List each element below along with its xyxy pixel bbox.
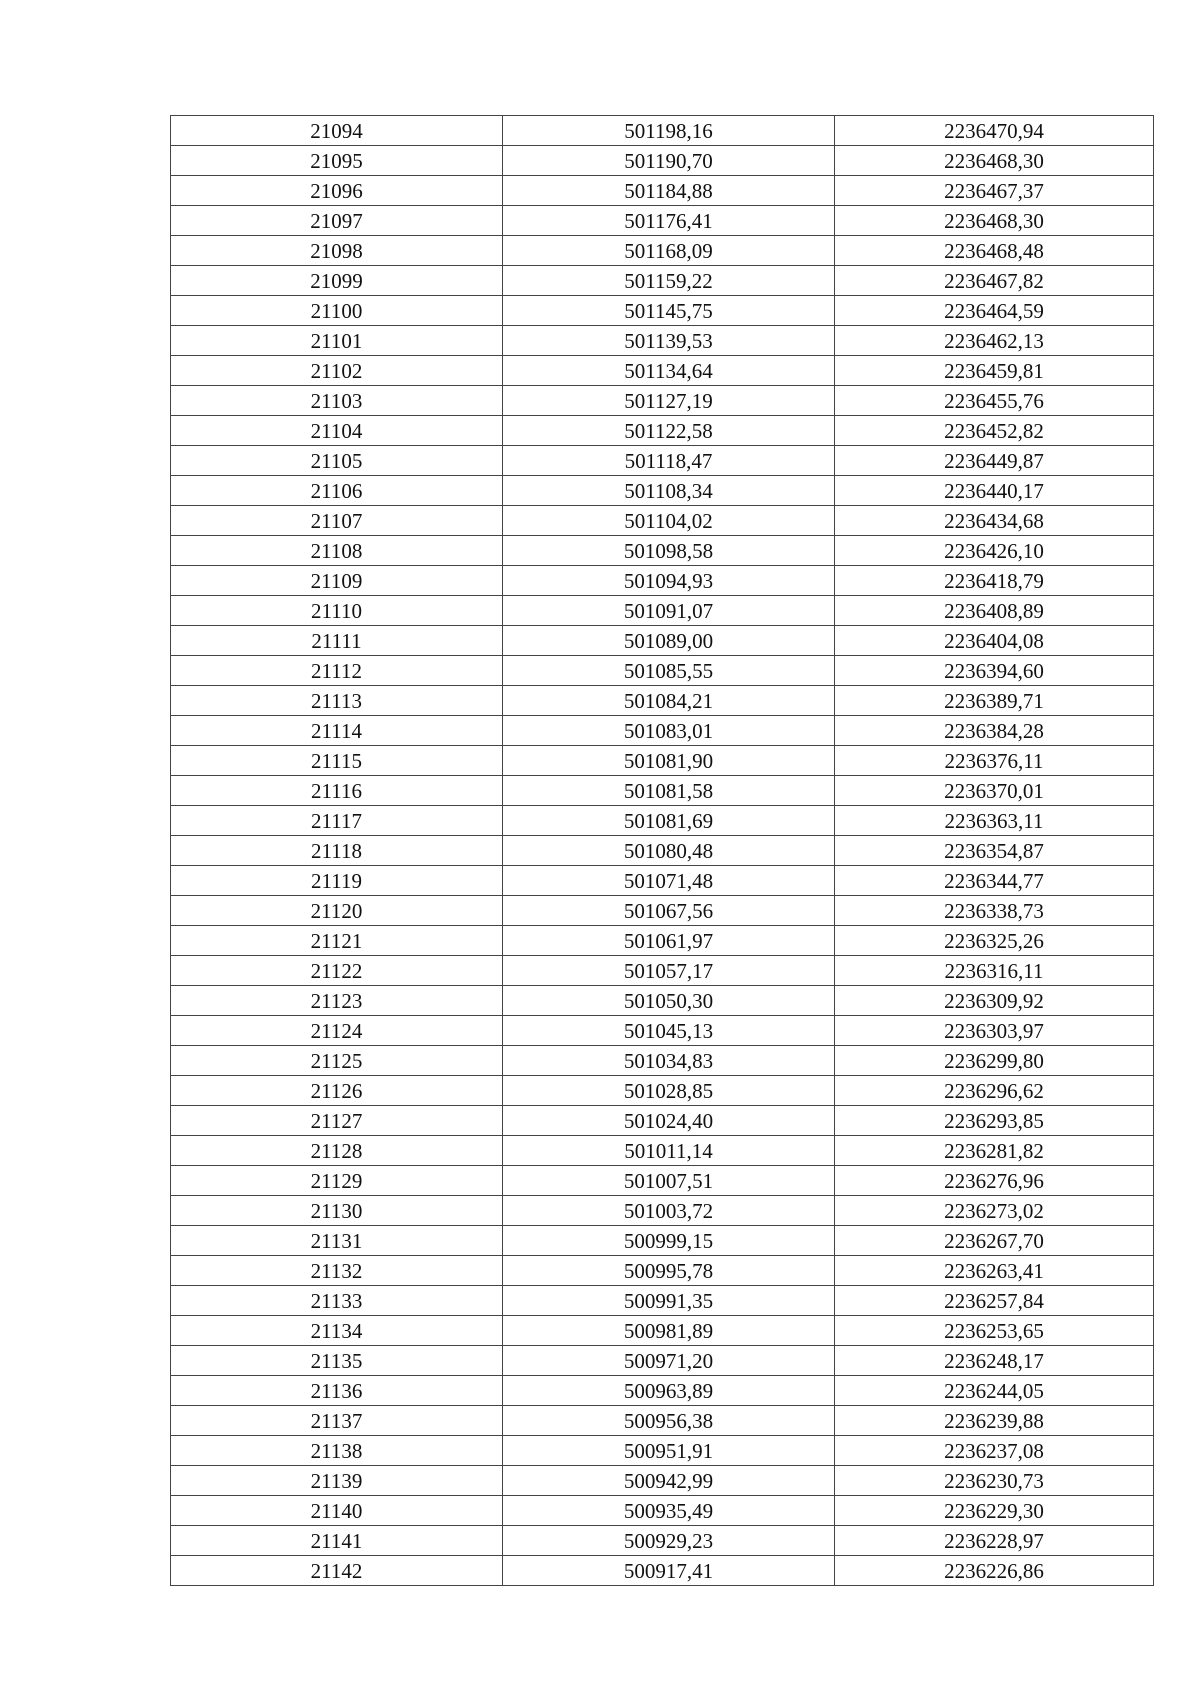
table-row bbox=[171, 1436, 1154, 1466]
y-coordinate-cell: 2236299,80 bbox=[835, 1046, 1154, 1076]
point-number-cell: 21122 bbox=[171, 956, 503, 986]
y-coordinate-cell: 2236384,28 bbox=[835, 716, 1154, 746]
y-coordinate-cell: 2236257,84 bbox=[835, 1286, 1154, 1316]
x-coordinate-cell: 501061,97 bbox=[503, 926, 835, 956]
x-coordinate-cell: 501071,48 bbox=[503, 866, 835, 896]
point-number-cell: 21114 bbox=[171, 716, 503, 746]
point-number-cell: 21125 bbox=[171, 1046, 503, 1076]
y-coordinate-cell: 2236228,97 bbox=[835, 1526, 1154, 1556]
coordinates-table bbox=[170, 115, 1154, 1586]
table-row bbox=[171, 986, 1154, 1016]
point-number-cell: 21098 bbox=[171, 236, 503, 266]
x-coordinate-cell: 501134,64 bbox=[503, 356, 835, 386]
x-coordinate-cell: 501081,69 bbox=[503, 806, 835, 836]
x-coordinate-cell: 500956,38 bbox=[503, 1406, 835, 1436]
y-coordinate-cell: 2236370,01 bbox=[835, 776, 1154, 806]
table-row bbox=[171, 416, 1154, 446]
point-number-cell: 21137 bbox=[171, 1406, 503, 1436]
table-row bbox=[171, 1286, 1154, 1316]
table-row bbox=[171, 1466, 1154, 1496]
table-row bbox=[171, 896, 1154, 926]
y-coordinate-cell: 2236338,73 bbox=[835, 896, 1154, 926]
table-row bbox=[171, 926, 1154, 956]
x-coordinate-cell: 501184,88 bbox=[503, 176, 835, 206]
y-coordinate-cell: 2236468,30 bbox=[835, 206, 1154, 236]
coordinates-table-body bbox=[171, 116, 1154, 1586]
y-coordinate-cell: 2236244,05 bbox=[835, 1376, 1154, 1406]
point-number-cell: 21132 bbox=[171, 1256, 503, 1286]
point-number-cell: 21097 bbox=[171, 206, 503, 236]
point-number-cell: 21142 bbox=[171, 1556, 503, 1586]
point-number-cell: 21113 bbox=[171, 686, 503, 716]
x-coordinate-cell: 501057,17 bbox=[503, 956, 835, 986]
table-row bbox=[171, 266, 1154, 296]
x-coordinate-cell: 500917,41 bbox=[503, 1556, 835, 1586]
x-coordinate-cell: 501007,51 bbox=[503, 1166, 835, 1196]
point-number-cell: 21126 bbox=[171, 1076, 503, 1106]
x-coordinate-cell: 501168,09 bbox=[503, 236, 835, 266]
point-number-cell: 21109 bbox=[171, 566, 503, 596]
x-coordinate-cell: 501050,30 bbox=[503, 986, 835, 1016]
table-row bbox=[171, 1556, 1154, 1586]
y-coordinate-cell: 2236309,92 bbox=[835, 986, 1154, 1016]
y-coordinate-cell: 2236468,48 bbox=[835, 236, 1154, 266]
point-number-cell: 21112 bbox=[171, 656, 503, 686]
table-row bbox=[171, 116, 1154, 146]
x-coordinate-cell: 500951,91 bbox=[503, 1436, 835, 1466]
x-coordinate-cell: 501045,13 bbox=[503, 1016, 835, 1046]
point-number-cell: 21117 bbox=[171, 806, 503, 836]
point-number-cell: 21108 bbox=[171, 536, 503, 566]
y-coordinate-cell: 2236281,82 bbox=[835, 1136, 1154, 1166]
y-coordinate-cell: 2236418,79 bbox=[835, 566, 1154, 596]
table-row bbox=[171, 686, 1154, 716]
x-coordinate-cell: 500999,15 bbox=[503, 1226, 835, 1256]
table-row bbox=[171, 716, 1154, 746]
table-row bbox=[171, 1526, 1154, 1556]
x-coordinate-cell: 501003,72 bbox=[503, 1196, 835, 1226]
table-row bbox=[171, 806, 1154, 836]
x-coordinate-cell: 501145,75 bbox=[503, 296, 835, 326]
y-coordinate-cell: 2236467,37 bbox=[835, 176, 1154, 206]
x-coordinate-cell: 501084,21 bbox=[503, 686, 835, 716]
x-coordinate-cell: 501083,01 bbox=[503, 716, 835, 746]
point-number-cell: 21105 bbox=[171, 446, 503, 476]
y-coordinate-cell: 2236303,97 bbox=[835, 1016, 1154, 1046]
point-number-cell: 21095 bbox=[171, 146, 503, 176]
y-coordinate-cell: 2236459,81 bbox=[835, 356, 1154, 386]
y-coordinate-cell: 2236363,11 bbox=[835, 806, 1154, 836]
point-number-cell: 21118 bbox=[171, 836, 503, 866]
y-coordinate-cell: 2236276,96 bbox=[835, 1166, 1154, 1196]
x-coordinate-cell: 501190,70 bbox=[503, 146, 835, 176]
table-row bbox=[171, 566, 1154, 596]
x-coordinate-cell: 501159,22 bbox=[503, 266, 835, 296]
point-number-cell: 21116 bbox=[171, 776, 503, 806]
table-row bbox=[171, 1136, 1154, 1166]
table-row bbox=[171, 1226, 1154, 1256]
point-number-cell: 21096 bbox=[171, 176, 503, 206]
x-coordinate-cell: 501094,93 bbox=[503, 566, 835, 596]
x-coordinate-cell: 501081,58 bbox=[503, 776, 835, 806]
point-number-cell: 21119 bbox=[171, 866, 503, 896]
x-coordinate-cell: 501104,02 bbox=[503, 506, 835, 536]
x-coordinate-cell: 501122,58 bbox=[503, 416, 835, 446]
table-row bbox=[171, 146, 1154, 176]
x-coordinate-cell: 500971,20 bbox=[503, 1346, 835, 1376]
point-number-cell: 21107 bbox=[171, 506, 503, 536]
y-coordinate-cell: 2236394,60 bbox=[835, 656, 1154, 686]
table-row bbox=[171, 656, 1154, 686]
point-number-cell: 21115 bbox=[171, 746, 503, 776]
x-coordinate-cell: 501176,41 bbox=[503, 206, 835, 236]
x-coordinate-cell: 501028,85 bbox=[503, 1076, 835, 1106]
point-number-cell: 21131 bbox=[171, 1226, 503, 1256]
point-number-cell: 21094 bbox=[171, 116, 503, 146]
table-row bbox=[171, 536, 1154, 566]
table-row bbox=[171, 596, 1154, 626]
table-row bbox=[171, 1316, 1154, 1346]
x-coordinate-cell: 501091,07 bbox=[503, 596, 835, 626]
table-row bbox=[171, 1106, 1154, 1136]
x-coordinate-cell: 501081,90 bbox=[503, 746, 835, 776]
point-number-cell: 21140 bbox=[171, 1496, 503, 1526]
y-coordinate-cell: 2236316,11 bbox=[835, 956, 1154, 986]
table-row bbox=[171, 1346, 1154, 1376]
x-coordinate-cell: 500935,49 bbox=[503, 1496, 835, 1526]
point-number-cell: 21110 bbox=[171, 596, 503, 626]
table-row bbox=[171, 866, 1154, 896]
table-row bbox=[171, 626, 1154, 656]
y-coordinate-cell: 2236267,70 bbox=[835, 1226, 1154, 1256]
y-coordinate-cell: 2236230,73 bbox=[835, 1466, 1154, 1496]
point-number-cell: 21128 bbox=[171, 1136, 503, 1166]
table-row bbox=[171, 1196, 1154, 1226]
x-coordinate-cell: 501089,00 bbox=[503, 626, 835, 656]
y-coordinate-cell: 2236455,76 bbox=[835, 386, 1154, 416]
point-number-cell: 21121 bbox=[171, 926, 503, 956]
x-coordinate-cell: 501127,19 bbox=[503, 386, 835, 416]
y-coordinate-cell: 2236464,59 bbox=[835, 296, 1154, 326]
x-coordinate-cell: 501034,83 bbox=[503, 1046, 835, 1076]
x-coordinate-cell: 500929,23 bbox=[503, 1526, 835, 1556]
y-coordinate-cell: 2236467,82 bbox=[835, 266, 1154, 296]
table-row bbox=[171, 776, 1154, 806]
table-row bbox=[171, 836, 1154, 866]
x-coordinate-cell: 501108,34 bbox=[503, 476, 835, 506]
point-number-cell: 21129 bbox=[171, 1166, 503, 1196]
point-number-cell: 21120 bbox=[171, 896, 503, 926]
x-coordinate-cell: 500995,78 bbox=[503, 1256, 835, 1286]
point-number-cell: 21106 bbox=[171, 476, 503, 506]
table-row bbox=[171, 326, 1154, 356]
x-coordinate-cell: 501085,55 bbox=[503, 656, 835, 686]
table-row bbox=[171, 1256, 1154, 1286]
point-number-cell: 21100 bbox=[171, 296, 503, 326]
point-number-cell: 21124 bbox=[171, 1016, 503, 1046]
y-coordinate-cell: 2236229,30 bbox=[835, 1496, 1154, 1526]
table-row bbox=[171, 506, 1154, 536]
point-number-cell: 21111 bbox=[171, 626, 503, 656]
table-row bbox=[171, 1376, 1154, 1406]
x-coordinate-cell: 500942,99 bbox=[503, 1466, 835, 1496]
x-coordinate-cell: 501139,53 bbox=[503, 326, 835, 356]
y-coordinate-cell: 2236434,68 bbox=[835, 506, 1154, 536]
y-coordinate-cell: 2236226,86 bbox=[835, 1556, 1154, 1586]
table-row bbox=[171, 1016, 1154, 1046]
x-coordinate-cell: 501024,40 bbox=[503, 1106, 835, 1136]
x-coordinate-cell: 501098,58 bbox=[503, 536, 835, 566]
table-row bbox=[171, 1496, 1154, 1526]
table-row bbox=[171, 176, 1154, 206]
y-coordinate-cell: 2236237,08 bbox=[835, 1436, 1154, 1466]
point-number-cell: 21102 bbox=[171, 356, 503, 386]
point-number-cell: 21099 bbox=[171, 266, 503, 296]
point-number-cell: 21103 bbox=[171, 386, 503, 416]
y-coordinate-cell: 2236462,13 bbox=[835, 326, 1154, 356]
y-coordinate-cell: 2236239,88 bbox=[835, 1406, 1154, 1436]
point-number-cell: 21104 bbox=[171, 416, 503, 446]
table-row bbox=[171, 296, 1154, 326]
point-number-cell: 21141 bbox=[171, 1526, 503, 1556]
y-coordinate-cell: 2236449,87 bbox=[835, 446, 1154, 476]
y-coordinate-cell: 2236253,65 bbox=[835, 1316, 1154, 1346]
table-row bbox=[171, 1406, 1154, 1436]
x-coordinate-cell: 501118,47 bbox=[503, 446, 835, 476]
y-coordinate-cell: 2236426,10 bbox=[835, 536, 1154, 566]
y-coordinate-cell: 2236263,41 bbox=[835, 1256, 1154, 1286]
x-coordinate-cell: 500981,89 bbox=[503, 1316, 835, 1346]
table-row bbox=[171, 746, 1154, 776]
y-coordinate-cell: 2236404,08 bbox=[835, 626, 1154, 656]
point-number-cell: 21134 bbox=[171, 1316, 503, 1346]
y-coordinate-cell: 2236296,62 bbox=[835, 1076, 1154, 1106]
point-number-cell: 21133 bbox=[171, 1286, 503, 1316]
point-number-cell: 21127 bbox=[171, 1106, 503, 1136]
x-coordinate-cell: 501067,56 bbox=[503, 896, 835, 926]
y-coordinate-cell: 2236468,30 bbox=[835, 146, 1154, 176]
y-coordinate-cell: 2236452,82 bbox=[835, 416, 1154, 446]
x-coordinate-cell: 500963,89 bbox=[503, 1376, 835, 1406]
point-number-cell: 21123 bbox=[171, 986, 503, 1016]
table-row bbox=[171, 1166, 1154, 1196]
y-coordinate-cell: 2236344,77 bbox=[835, 866, 1154, 896]
point-number-cell: 21136 bbox=[171, 1376, 503, 1406]
table-row bbox=[171, 1046, 1154, 1076]
x-coordinate-cell: 501198,16 bbox=[503, 116, 835, 146]
y-coordinate-cell: 2236325,26 bbox=[835, 926, 1154, 956]
table-row bbox=[171, 446, 1154, 476]
y-coordinate-cell: 2236354,87 bbox=[835, 836, 1154, 866]
point-number-cell: 21139 bbox=[171, 1466, 503, 1496]
table-row bbox=[171, 476, 1154, 506]
y-coordinate-cell: 2236293,85 bbox=[835, 1106, 1154, 1136]
y-coordinate-cell: 2236273,02 bbox=[835, 1196, 1154, 1226]
x-coordinate-cell: 500991,35 bbox=[503, 1286, 835, 1316]
x-coordinate-cell: 501011,14 bbox=[503, 1136, 835, 1166]
point-number-cell: 21130 bbox=[171, 1196, 503, 1226]
x-coordinate-cell: 501080,48 bbox=[503, 836, 835, 866]
y-coordinate-cell: 2236376,11 bbox=[835, 746, 1154, 776]
y-coordinate-cell: 2236248,17 bbox=[835, 1346, 1154, 1376]
table-row bbox=[171, 1076, 1154, 1106]
y-coordinate-cell: 2236408,89 bbox=[835, 596, 1154, 626]
point-number-cell: 21135 bbox=[171, 1346, 503, 1376]
table-row bbox=[171, 206, 1154, 236]
y-coordinate-cell: 2236389,71 bbox=[835, 686, 1154, 716]
point-number-cell: 21101 bbox=[171, 326, 503, 356]
table-row bbox=[171, 386, 1154, 416]
table-row bbox=[171, 956, 1154, 986]
point-number-cell: 21138 bbox=[171, 1436, 503, 1466]
table-row bbox=[171, 236, 1154, 266]
y-coordinate-cell: 2236440,17 bbox=[835, 476, 1154, 506]
table-row bbox=[171, 356, 1154, 386]
y-coordinate-cell: 2236470,94 bbox=[835, 116, 1154, 146]
